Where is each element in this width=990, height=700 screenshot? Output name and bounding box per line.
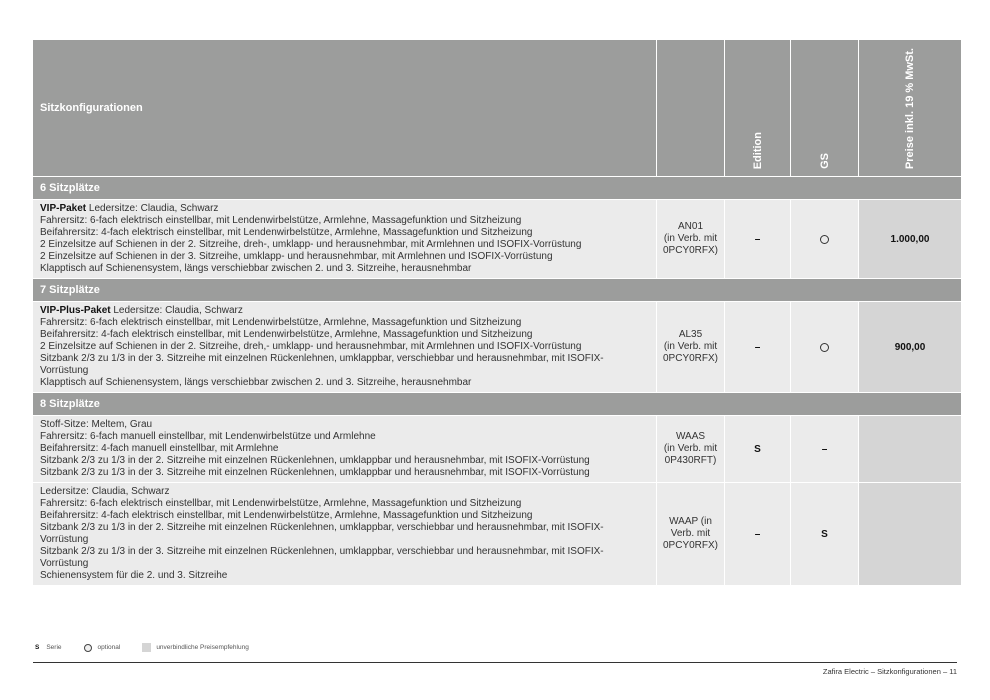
legend xyxy=(35,643,249,652)
description-line: Schienensystem für die 2. und 3. Sitzreihe xyxy=(40,570,228,581)
price-value: 900,00 xyxy=(859,302,961,392)
option-description xyxy=(33,483,656,585)
description-line: Beifahrersitz: 4-fach elektrisch einstellbar, mit Lendenwirbelstütze, Armlehne, Massagefunktion und Sitzheizung xyxy=(40,510,533,521)
description-line: Sitzbank 2/3 zu 1/3 in der 3. Sitzreihe mit einzelnen Rückenlehnen, umklappbar, verschiebbar und herausnehmbar, mit ISOFIX-Vorrüstung xyxy=(40,353,604,376)
description-line: 2 Einzelsitze auf Schienen in der 2. Sitzreihe, dreh-, umklapp- und herausnehmbar, mit Armlehnen und ISOFIX-Vorrüstung xyxy=(40,239,582,250)
description-line: Klapptisch auf Schienensystem, längs verschiebbar zwischen 2. und 3. Sitzreihe, herausnehmbar xyxy=(40,263,472,274)
option-description xyxy=(33,302,656,392)
description-line: Beifahrersitz: 4-fach elektrisch einstellbar, mit Lendenwirbelstütze, Armlehne, Massagefunktion und Sitzheizung xyxy=(40,227,533,238)
description-line: Fahrersitz: 6-fach elektrisch einstellbar, mit Lendenwirbelstütze, Armlehne, Massagefunktion und Sitzheizung xyxy=(40,215,522,226)
description-line: Sitzbank 2/3 zu 1/3 in der 2. Sitzreihe mit einzelnen Rückenlehnen, umklappbar und herausnehmbar, mit ISOFIX-Vorrüstung xyxy=(40,455,590,466)
description-line: Fahrersitz: 6-fach manuell einstellbar, mit Lendenwirbelstütze und Armlehne xyxy=(40,431,376,442)
option-code xyxy=(657,483,724,585)
legend-optional-label: optional xyxy=(97,644,121,651)
optional-circle-icon xyxy=(820,343,829,352)
option-code-line: AL35 xyxy=(678,329,703,340)
header-price-cell xyxy=(859,40,961,176)
edition-availability: – xyxy=(725,200,790,278)
option-description xyxy=(33,416,656,482)
column-header-price: Preise inkl. 19 % MwSt. xyxy=(904,47,916,169)
option-code-line: 0PCY0RFX) xyxy=(662,540,718,551)
seat-config-table xyxy=(33,40,957,585)
section-header: 7 Sitzplätze xyxy=(33,279,961,301)
legend-standard-label: Serie xyxy=(46,644,62,651)
option-description xyxy=(33,200,656,278)
price-value: 1.000,00 xyxy=(859,200,961,278)
optional-circle-icon xyxy=(84,644,92,652)
header-edition-cell xyxy=(725,40,790,176)
description-line: Sitzbank 2/3 zu 1/3 in der 3. Sitzreihe mit einzelnen Rückenlehnen, umklappbar und herausnehmbar, mit ISOFIX-Vorrüstung xyxy=(40,467,590,478)
description-line: Fahrersitz: 6-fach elektrisch einstellbar, mit Lendenwirbelstütze, Armlehne, Massagefunktion und Sitzheizung xyxy=(40,498,522,509)
page-footer: Zafira Electric – Sitzkonfigurationen – 11 xyxy=(822,667,957,676)
header-gs-cell xyxy=(791,40,858,176)
description-line: Sitzbank 2/3 zu 1/3 in der 2. Sitzreihe mit einzelnen Rückenlehnen, umklappbar, verschiebbar und herausnehmbar, mit ISOFIX-Vorrüstung xyxy=(40,522,604,545)
gs-availability xyxy=(791,302,858,392)
option-package-name: VIP-Plus-Paket xyxy=(40,305,111,316)
option-code-line: 0PCY0RFX) xyxy=(662,245,718,256)
price-value xyxy=(859,483,961,585)
description-line: Beifahrersitz: 4-fach manuell einstellbar, mit Armlehne xyxy=(40,443,279,454)
gs-availability: S xyxy=(791,483,858,585)
description-line: Ledersitze: Claudia, Schwarz xyxy=(110,305,243,316)
gs-availability: – xyxy=(791,416,858,482)
option-code xyxy=(657,416,724,482)
description-line: Stoff-Sitze: Meltem, Grau xyxy=(40,419,153,430)
description-line: Klapptisch auf Schienensystem, längs verschiebbar zwischen 2. und 3. Sitzreihe, herausnehmbar xyxy=(40,377,472,388)
section-header: 8 Sitzplätze xyxy=(33,393,961,415)
option-code-line: AN01 xyxy=(677,221,703,232)
option-code-line: WAAP (in xyxy=(669,516,712,527)
option-code-line: 0P430RFT) xyxy=(664,455,717,466)
description-line: Ledersitze: Claudia, Schwarz xyxy=(40,486,170,497)
description-line: 2 Einzelsitze auf Schienen in der 2. Sitzreihe, dreh,- umklapp- und herausnehmbar, mit Armlehnen und ISOFIX-Vorrüstung xyxy=(40,341,582,352)
header-title-cell xyxy=(33,40,656,176)
option-code-line: Verb. mit xyxy=(670,528,711,539)
table-title: Sitzkonfigurationen xyxy=(40,102,143,114)
footer-divider xyxy=(33,662,957,663)
option-code-line: (in Verb. mit xyxy=(663,233,718,244)
description-line: Sitzbank 2/3 zu 1/3 in der 3. Sitzreihe mit einzelnen Rückenlehnen, umklappbar, verschiebbar und herausnehmbar, mit ISOFIX-Vorrüstung xyxy=(40,546,604,569)
price-value xyxy=(859,416,961,482)
header-code-cell xyxy=(657,40,724,176)
option-code-line: WAAS xyxy=(675,431,706,442)
column-header-edition: Edition xyxy=(751,131,764,169)
edition-availability: S xyxy=(725,416,790,482)
option-code-line: (in Verb. mit xyxy=(663,341,718,352)
description-line: 2 Einzelsitze auf Schienen in der 3. Sitzreihe, umklapp- und herausnehmbar, mit Armlehnen und ISOFIX-Vorrüstung xyxy=(40,251,553,262)
legend-standard-symbol: S xyxy=(35,644,40,651)
price-swatch-icon xyxy=(142,643,151,652)
option-code xyxy=(657,302,724,392)
column-header-gs: GS xyxy=(818,153,831,169)
option-code-line: 0PCY0RFX) xyxy=(662,353,718,364)
edition-availability: – xyxy=(725,483,790,585)
optional-circle-icon xyxy=(820,235,829,244)
edition-availability: – xyxy=(725,302,790,392)
option-package-name: VIP-Paket xyxy=(40,203,87,214)
legend-price-label: unverbindliche Preisempfehlung xyxy=(156,644,249,651)
gs-availability xyxy=(791,200,858,278)
option-code xyxy=(657,200,724,278)
section-header: 6 Sitzplätze xyxy=(33,177,961,199)
description-line: Beifahrersitz: 4-fach elektrisch einstellbar, mit Lendenwirbelstütze, Armlehne, Massagefunktion und Sitzheizung xyxy=(40,329,533,340)
option-code-line: (in Verb. mit xyxy=(663,443,718,454)
description-line: Ledersitze: Claudia, Schwarz xyxy=(86,203,219,214)
description-line: Fahrersitz: 6-fach elektrisch einstellbar, mit Lendenwirbelstütze, Armlehne, Massagefunktion und Sitzheizung xyxy=(40,317,522,328)
